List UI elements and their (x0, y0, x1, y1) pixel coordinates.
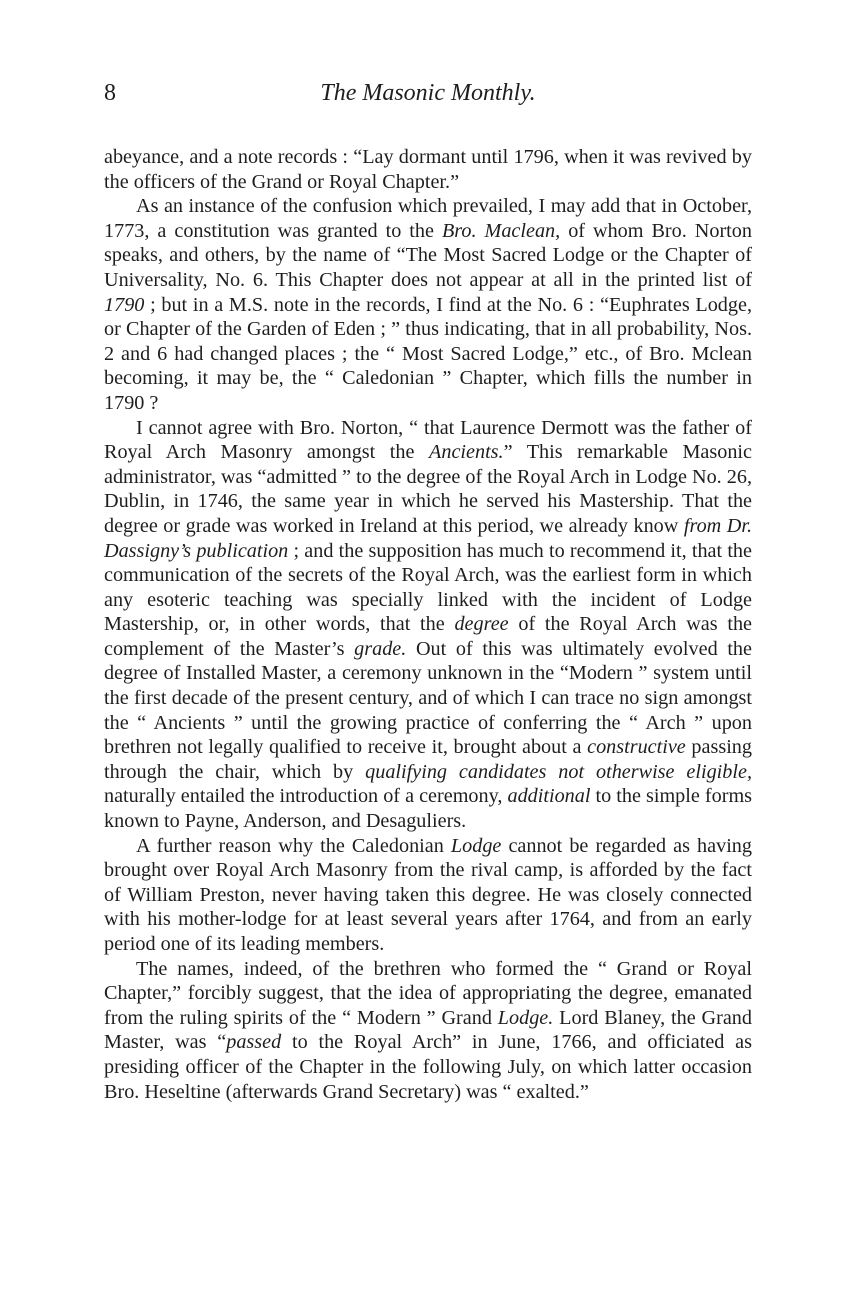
text-run: ; but in a M.S. note in the records, I find at the No. 6 : “Euphrates Lodge, or Chapter of the Garden of Eden ; ” thus indicating, that in all probability, Nos. 2 and 6 had changed places ; the “ Most Sacred Lodge,” etc., of Bro. Mclean becoming, it may be, the “ Caledonian ” Chapter, which fills the number in 1790 ? (104, 293, 752, 414)
paragraph-2 (104, 194, 752, 415)
text-run: to the Royal Arch” in June, 1766, and officiated as presiding officer of the Chapter in the following July, on which latter occasion Bro. Heseltine (afterwards Grand Secretary) was “ exalted.” (104, 1031, 752, 1103)
italic-run: from Dr. Dassigny’s publication (104, 514, 752, 562)
text-run: ” This remarkable Masonic administrator, was “admitted ” to the degree of the Royal Arch in Lodge No. 26, Dublin, in 1746, the same year in which he served his Mastership. That the degree or grade was worked in Ireland at this period, we already know (104, 441, 752, 537)
italic-run: constructive (587, 736, 686, 759)
text-run: ; and the supposition has much to recommend it, that the communication of the secrets of the Royal Arch, was the earliest form in which any esoteric teaching was specially linked with the incident of Lodge Mastership, or, in other words, that the (104, 539, 752, 636)
article-body (104, 145, 752, 1104)
running-title: The Masonic Monthly. (320, 80, 536, 106)
italic-run: 1790 (104, 293, 145, 316)
text-run: As an instance of the confusion which prevailed, I may add that in October, 1773, a constitution was granted to the (104, 195, 752, 242)
text-run: passing through the chair, which by (104, 736, 752, 783)
page-number: 8 (104, 80, 116, 106)
text-run: Out of this was ultimately evolved the degree of Installed Master, a ceremony unknown in the “Modern ” system until the first decade of the present century, and of which I can trace no sign amongst the “ Ancients ” until the growing practice of conferring the “ Arch ” upon brethren not legally qualified to receive it, brought about a (104, 637, 752, 759)
paragraph-4 (104, 834, 752, 957)
text-run: Lord Blaney, the Grand Master, was “ (104, 1006, 752, 1054)
italic-run: degree (454, 613, 509, 636)
paragraph-3 (104, 416, 752, 834)
text-run: of whom Bro. Norton speaks, and others, by the name of “The Most Sacred Lodge or the Chapter of Universality, No. 6. This Chapter does not appear at all in the printed list of (104, 219, 752, 291)
italic-run: Lodge (450, 834, 502, 857)
text-run: The names, indeed, of the brethren who formed the “ Grand or Royal Chapter,” forcibly suggest, that the idea of appropriating the degree, emanated from the ruling spirits of the “ Modern ” Grand (104, 957, 752, 1029)
paragraph-5 (104, 957, 752, 1105)
italic-run: passed (226, 1031, 282, 1054)
text-run: abeyance, and a note records : “Lay dormant until 1796, when it was revived by the officers of the Grand or Royal Chapter.” (104, 146, 752, 193)
text-run: cannot be regarded as having brought over Royal Arch Masonry from the rival camp, is afforded by the fact of William Preston, never having taken this degree. He was closely connected with his mother-lodge for at least several years after 1764, and from an early period one of its leading members. (104, 834, 752, 955)
text-run: to the simple forms known to Payne, Anderson, and Desaguliers. (104, 785, 752, 833)
text-run: I cannot agree with Bro. Norton, “ that Laurence Dermott was the father of Royal Arch Masonry amongst the (104, 416, 752, 464)
page-header (104, 80, 752, 120)
italic-run: qualifying candidates not otherwise eligible, (365, 760, 753, 783)
text-run: of the Royal Arch was the complement of the Master’s (104, 613, 753, 660)
italic-run: grade. (354, 637, 407, 660)
italic-run: Lodge. (497, 1006, 554, 1029)
text-run: A further reason why the Caledonian (136, 834, 451, 857)
paragraph-1 (104, 145, 752, 194)
text-run: naturally entailed the introduction of a ceremony, (104, 785, 508, 808)
italic-run: additional (507, 785, 591, 808)
italic-run: Ancients. (429, 441, 504, 464)
italic-run: Bro. Maclean, (441, 219, 561, 242)
